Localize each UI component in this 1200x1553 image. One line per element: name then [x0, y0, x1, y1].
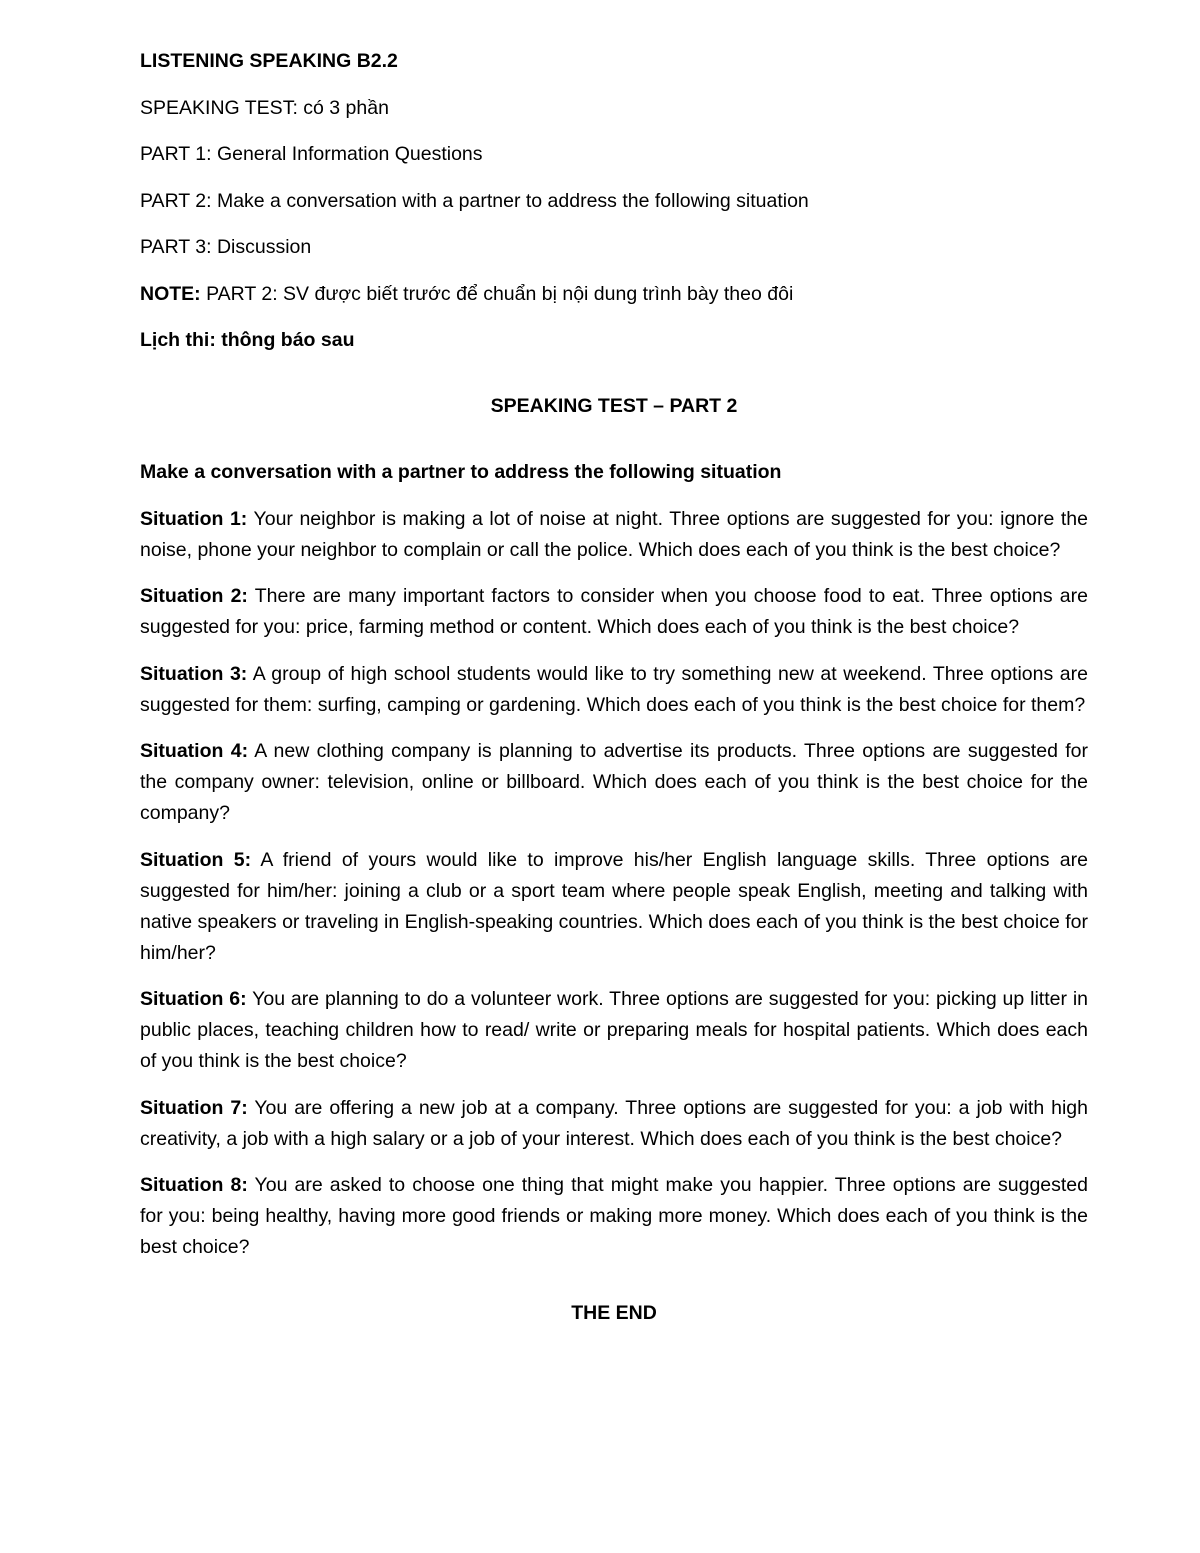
situation-list: [140, 504, 1088, 1264]
situation-item: [140, 736, 1088, 829]
situation-item: [140, 1170, 1088, 1263]
situation-item: [140, 845, 1088, 969]
situation-label: Situation 7:: [140, 1096, 248, 1119]
situation-item: [140, 581, 1088, 643]
situation-item: [140, 984, 1088, 1077]
note-text: PART 2: SV được biết trước để chuẩn bị nội dung trình bày theo đôi: [200, 282, 794, 305]
situation-text: You are planning to do a volunteer work. Three options are suggested for you: picking up litter in public places, teaching children how to read/ write or preparing meals for hospital patients. Which does each of you think is the best choice?: [140, 988, 1088, 1072]
situation-item: [140, 659, 1088, 721]
situation-item: [140, 504, 1088, 566]
section-instruction: Make a conversation with a partner to address the following situation: [140, 461, 782, 483]
situation-label: Situation 4:: [140, 740, 249, 762]
situation-label: Situation 3:: [140, 662, 248, 685]
situation-text: There are many important factors to consider when you choose food to eat. Three options are suggested for you: price, farming method or content. Which does each of you think is the best choice?: [140, 585, 1088, 638]
note-label: NOTE:: [140, 282, 201, 305]
situation-text: You are asked to choose one thing that might make you happier. Three options are suggested for you: being healthy, having more good friends or making more money. Which does each of you think is the best choice?: [140, 1174, 1088, 1258]
situation-text: A group of high school students would like to try something new at weekend. Three options are suggested for them: surfing, camping or gardening. Which does each of you think is the best choice for them?: [140, 662, 1088, 716]
note-line: [140, 279, 1088, 310]
situation-text: Your neighbor is making a lot of noise at night. Three options are suggested for you: ignore the noise, phone your neighbor to complain or call the police. Which does each of you think is the best choice?: [140, 507, 1088, 561]
situation-text: A friend of yours would like to improve his/her English language skills. Three options are suggested for him/her: joining a club or a sport team where people speak English, meeting and talking with native speakers or traveling in English-speaking countries. Which does each of you think is the best choice for him/her?: [140, 848, 1088, 964]
part-2-line: PART 2: Make a conversation with a partner to address the following situation: [140, 189, 809, 212]
situation-text: A new clothing company is planning to advertise its products. Three options are suggested for the company owner: television, online or billboard. Which does each of you think is the best choice for the company?: [140, 740, 1088, 824]
document-title: LISTENING SPEAKING B2.2: [140, 50, 398, 72]
situation-text: You are offering a new job at a company. Three options are suggested for you: a job with high creativity, a job with a high salary or a job of your interest. Which does each of you think is the best choice?: [140, 1096, 1088, 1150]
situation-label: Situation 1:: [140, 507, 248, 530]
situation-label: Situation 6:: [140, 988, 247, 1010]
situation-label: Situation 8:: [140, 1174, 248, 1196]
part-3-line: PART 3: Discussion: [140, 236, 312, 258]
test-overview: SPEAKING TEST: có 3 phần: [140, 96, 389, 119]
situation-item: [140, 1093, 1088, 1155]
part-1-line: PART 1: General Information Questions: [140, 143, 483, 165]
end-marker: THE END: [571, 1302, 657, 1324]
section-heading: SPEAKING TEST – PART 2: [490, 395, 738, 417]
document-page: [140, 46, 1088, 1349]
schedule-line: Lịch thi: thông báo sau: [140, 329, 355, 351]
situation-label: Situation 2:: [140, 585, 248, 607]
situation-label: Situation 5:: [140, 848, 252, 871]
